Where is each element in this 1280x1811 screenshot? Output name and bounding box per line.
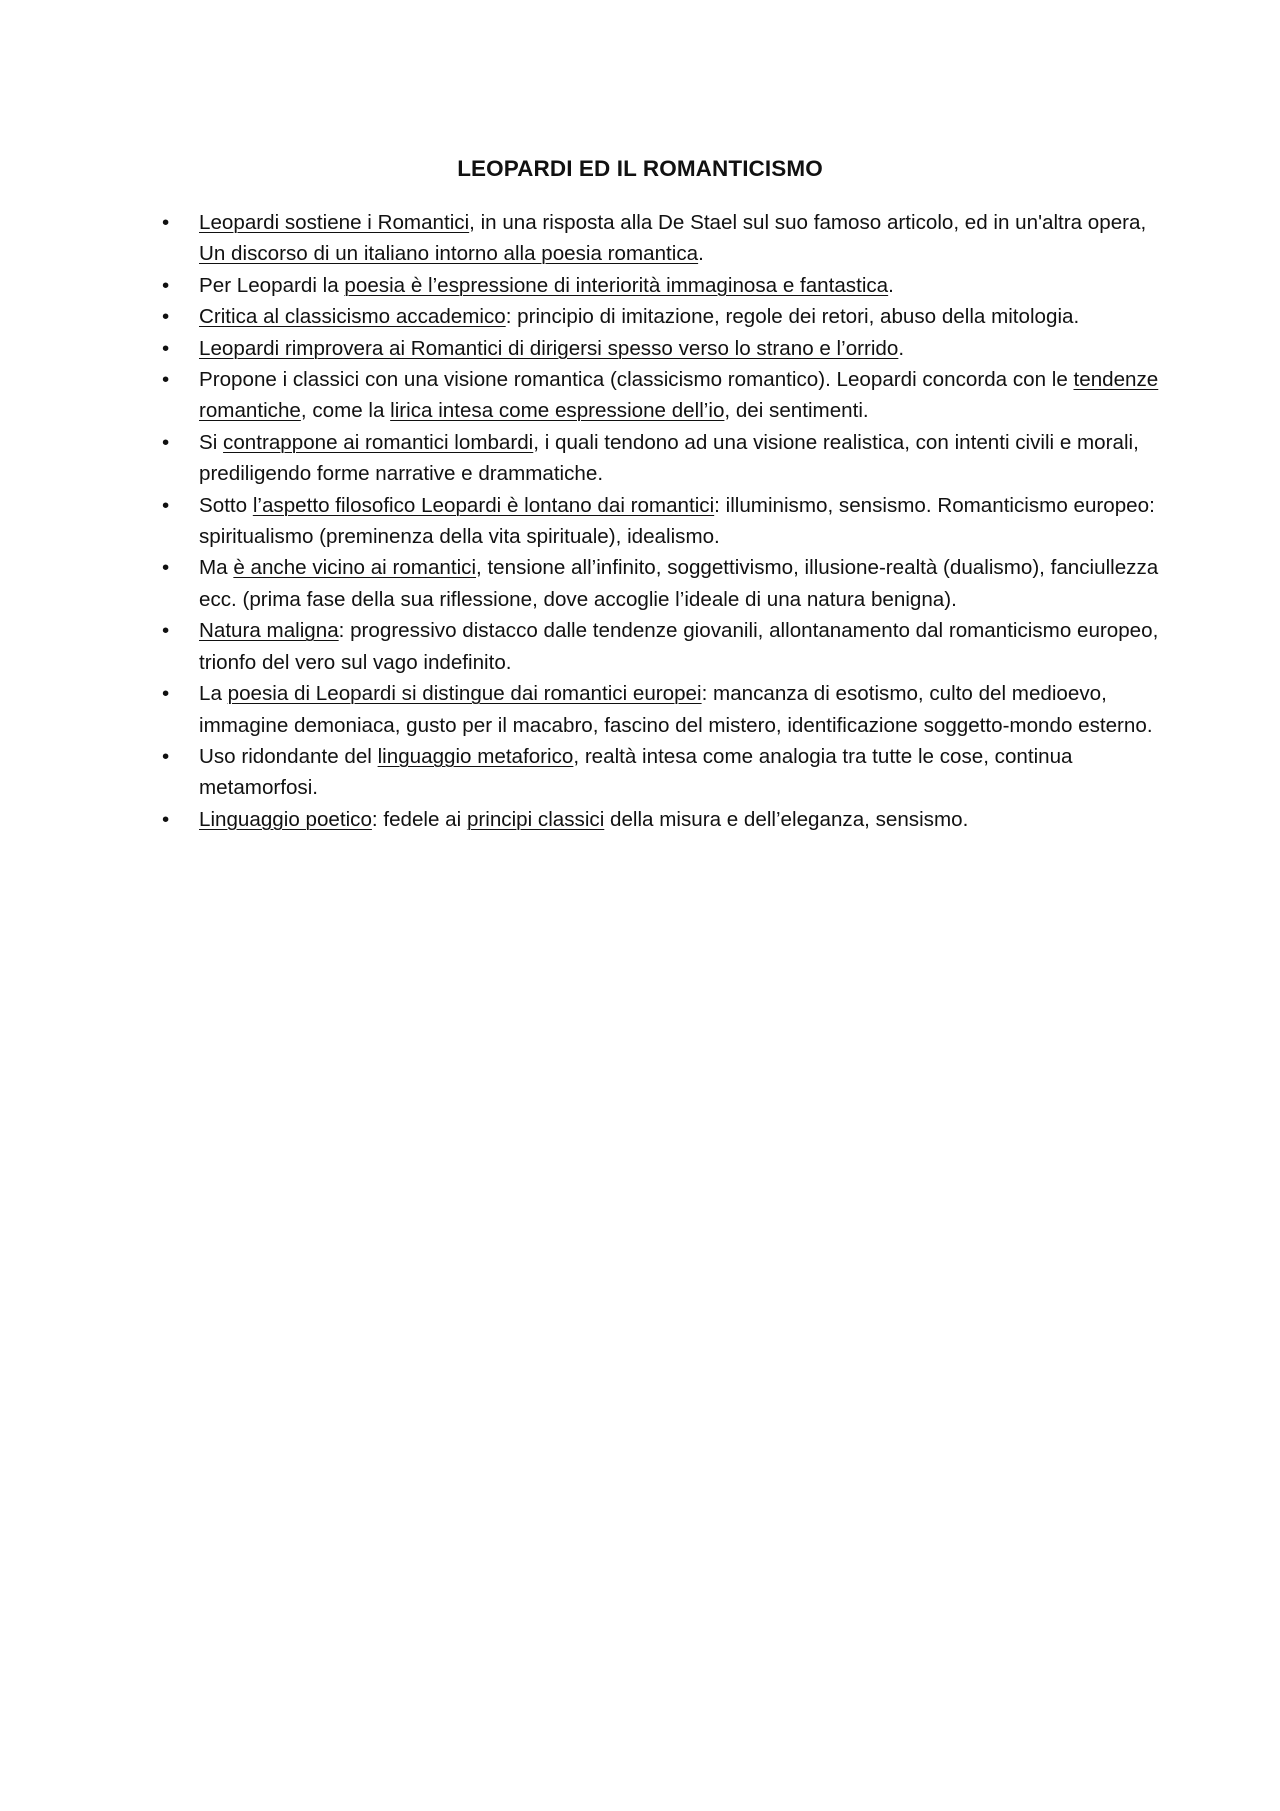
body-text: : fedele ai [371, 807, 467, 831]
body-text: Propone i classici con una visione romantica (classicismo romantico). Leopardi concorda con le [199, 368, 1074, 392]
body-text: , come la [300, 399, 391, 423]
list-item [162, 333, 1162, 364]
list-item [162, 301, 1162, 332]
body-text: Si [199, 430, 224, 454]
list-item [162, 490, 1162, 553]
body-text: : mancanza di esotismo, culto del medioevo, immagine demoniaca, gusto per il macabro, fascino del mistero, identificazione soggetto-mondo esterno. [199, 682, 1153, 737]
body-text: , dei sentimenti. [724, 399, 869, 423]
bullet-icon: • [162, 211, 170, 234]
bullet-icon: • [162, 807, 170, 831]
underlined-text: contrappone ai romantici lombardi [223, 430, 534, 454]
underlined-text: Leopardi rimprovera ai Romantici di dirigersi spesso verso lo strano e l’orrido [199, 336, 899, 360]
underlined-text: Critica al classicismo accademico [199, 305, 506, 329]
body-text: , i quali tendono ad una visione realistica, con intenti civili e morali, prediligendo forme narrative e drammatiche. [199, 430, 1139, 486]
bullet-icon: • [162, 493, 170, 517]
list-item [162, 207, 1162, 270]
underlined-text: Leopardi sostiene i Romantici [199, 211, 470, 234]
underlined-text: è anche vicino ai romantici [233, 556, 477, 580]
body-text: : principio di imitazione, regole dei retori, abuso della mitologia. [505, 305, 1080, 329]
body-text: Per Leopardi la [199, 273, 345, 297]
underlined-text: Un discorso di un italiano intorno alla poesia romantica [199, 242, 699, 266]
body-text: La [199, 682, 228, 706]
underlined-text: poesia di Leopardi si distingue dai romantici europei [227, 682, 702, 706]
underlined-text: principi classici [466, 807, 605, 831]
body-text: : illuminismo, sensismo. Romanticismo europeo: spiritualismo (preminenza della vita spirituale), idealismo. [199, 493, 1155, 549]
bullet-icon: • [162, 430, 170, 454]
body-text: , in una risposta alla De Stael sul suo famoso articolo, ed in un'altra opera, [469, 211, 1147, 234]
bullet-icon: • [162, 273, 170, 297]
list-item [162, 615, 1162, 678]
body-text: . [898, 336, 905, 360]
body-text: della misura e dell’eleganza, sensismo. [604, 807, 969, 831]
underlined-text: poesia è l’espressione di interiorità immaginosa e fantastica [344, 273, 889, 297]
bullet-icon: • [162, 336, 170, 360]
list-item [162, 270, 1162, 301]
underlined-text: tendenze romantiche [199, 368, 1159, 423]
body-text: . [888, 273, 894, 297]
list-item [162, 552, 1162, 615]
bullet-icon: • [162, 619, 170, 643]
list-item [162, 678, 1162, 741]
document-title: LEOPARDI ED IL ROMANTICISMO [457, 156, 823, 181]
bullet-icon: • [162, 682, 170, 706]
underlined-text: linguaggio metaforico [377, 744, 574, 768]
underlined-text: l’aspetto filosofico Leopardi è lontano dai romantici [252, 493, 715, 517]
list-item [162, 804, 1162, 835]
bullet-icon: • [162, 305, 170, 329]
body-text: . [698, 242, 704, 266]
list-item [162, 364, 1162, 427]
bullet-icon: • [162, 556, 170, 580]
body-text: , realtà intesa come analogia tra tutte le cose, continua metamorfosi. [199, 744, 1073, 800]
underlined-text: Natura maligna [199, 619, 339, 643]
body-text: : progressivo distacco dalle tendenze giovanili, allontanamento dal romanticismo europeo, trionfo del vero sul vago indefinito. [199, 619, 1159, 674]
list-item [162, 427, 1162, 490]
bullet-icon: • [162, 744, 170, 768]
bullet-icon: • [162, 368, 170, 392]
underlined-text: lirica intesa come espressione dell’io [390, 399, 725, 423]
bullet-list [162, 207, 1162, 835]
body-text: , tensione all’infinito, soggettivismo, illusione-realtà (dualismo), fanciullezza ecc. (prima fase della sua riflessione, dove accoglie l’ideale di una natura benigna). [199, 556, 1159, 611]
list-item [162, 741, 1162, 804]
body-text: Uso ridondante del [199, 744, 378, 768]
body-text: Ma [199, 556, 234, 580]
body-text: Sotto [199, 493, 253, 517]
underlined-text: Linguaggio poetico [199, 807, 372, 831]
